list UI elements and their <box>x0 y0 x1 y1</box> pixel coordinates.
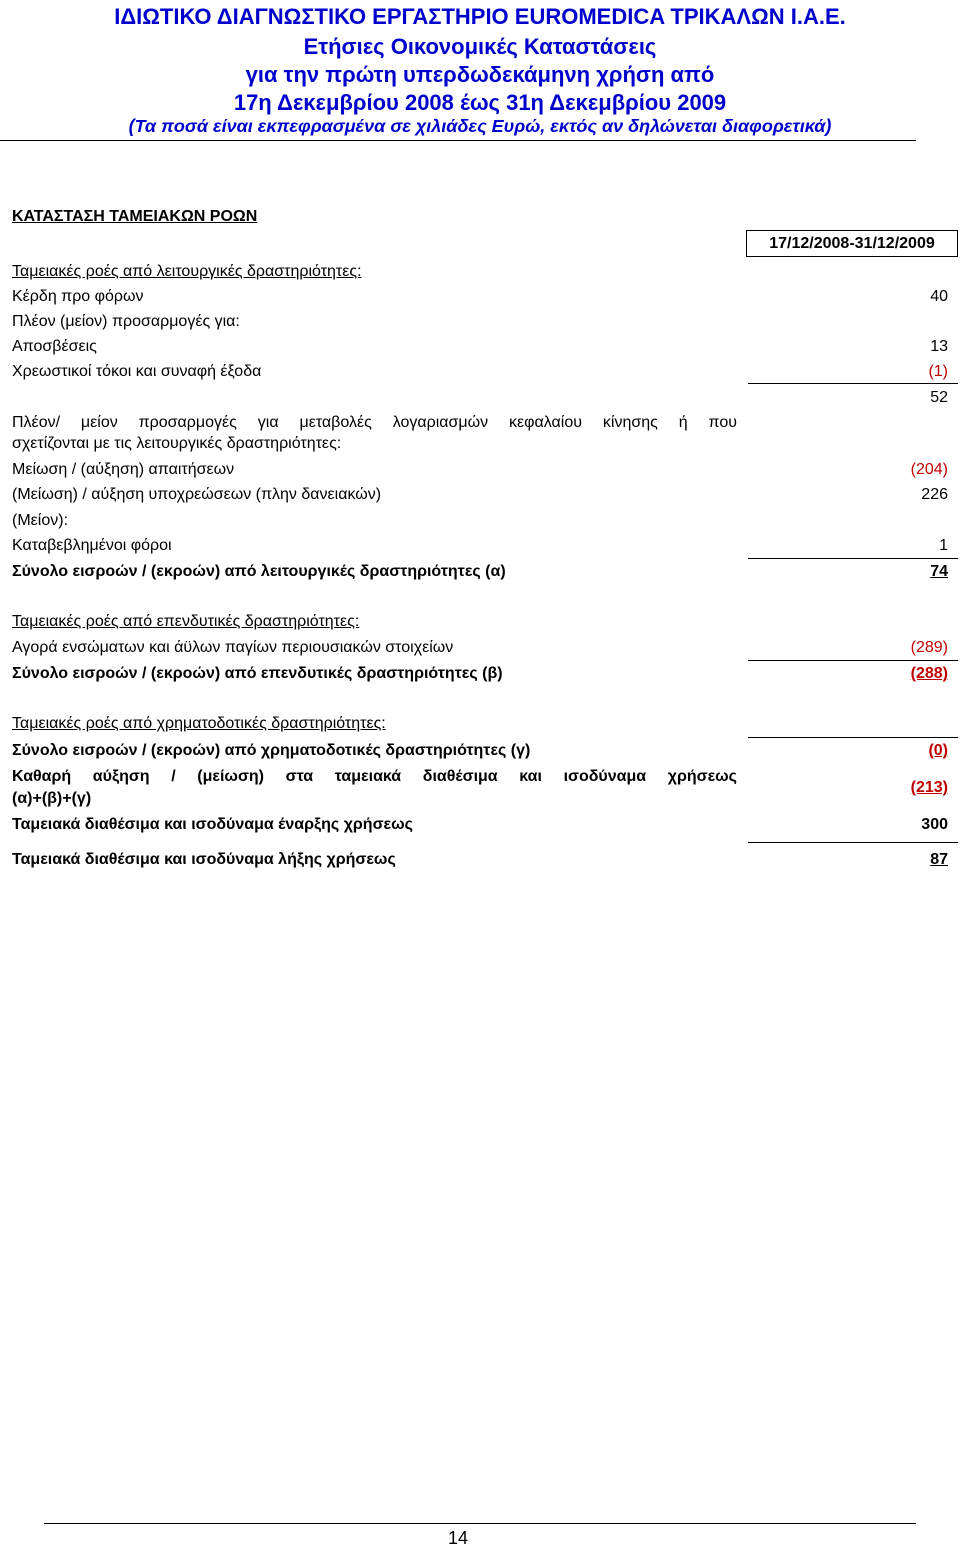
asset-purchase-value: (289) <box>910 639 948 656</box>
net-change-value: (213) <box>910 779 948 796</box>
receivables-value: (204) <box>910 461 948 478</box>
working-capital-label-line1: Πλέον/ μείον προσαρμογές για μεταβολές λογαριασμών κεφαλαίου κίνησης ή που <box>12 414 737 431</box>
header-divider <box>0 140 916 141</box>
amounts-note: (Τα ποσά είναι εκπεφρασμένα σε χιλιάδες Ευρώ, εκτός αν δηλώνεται διαφορετικά) <box>128 116 832 136</box>
taxes-paid-value: 1 <box>939 537 948 554</box>
net-change-label-line1: Καθαρή αύξηση / (μείωση) στα ταμειακά διαθέσιμα και ισοδύναμα χρήσεως <box>12 768 737 785</box>
liabilities-label: (Μείωση) / αύξηση υποχρεώσεων (πλην δανειακών) <box>12 486 382 503</box>
period-column-header: 17/12/2008-31/12/2009 <box>746 230 958 257</box>
subtotal-value: 52 <box>930 389 948 406</box>
financing-heading: Ταμειακές ροές από χρηματοδοτικές δραστηριότητες: <box>12 715 386 732</box>
asset-purchase-label: Αγορά ενσώματων και άϋλων παγίων περιουσιακών στοιχείων <box>12 639 454 656</box>
subtotal-rule <box>748 383 958 384</box>
operating-total-value: 74 <box>930 563 948 580</box>
less-label: (Μείον): <box>12 512 69 529</box>
company-name: ΙΔΙΩΤΙΚΟ ΔΙΑΓΝΩΣΤΙΚΟ ΕΡΓΑΣΤΗΡΙΟ EUROMEDICA ΤΡΙΚΑΛΩΝ Ι.Α.Ε. <box>114 4 846 29</box>
report-period-line2: 17η Δεκεμβρίου 2008 έως 31η Δεκεμβρίου 2009 <box>233 90 727 115</box>
financing-total-value: (0) <box>928 742 948 759</box>
investing-total-label: Σύνολο εισροών / (εκροών) από επενδυτικές δραστηριότητες (β) <box>12 665 503 682</box>
closing-cash-value: 87 <box>930 851 948 868</box>
profit-before-tax-label: Κέρδη προ φόρων <box>12 288 144 305</box>
report-period-line1: για την πρώτη υπερδωδεκάμηνη χρήση από <box>245 62 715 87</box>
interest-value: (1) <box>928 363 948 380</box>
operating-total-label: Σύνολο εισροών / (εκροών) από λειτουργικές δραστηριότητες (α) <box>12 563 506 580</box>
interest-label: Χρεωστικοί τόκοι και συναφή έξοδα <box>12 363 262 380</box>
investing-total-rule <box>748 660 958 661</box>
depreciation-label: Αποσβέσεις <box>12 338 97 355</box>
opening-cash-value: 300 <box>921 816 948 833</box>
closing-rule <box>748 842 958 843</box>
net-change-label-line2: (α)+(β)+(γ) <box>12 790 92 807</box>
opening-cash-label: Ταμειακά διαθέσιμα και ισοδύναμα έναρξης χρήσεως <box>12 816 413 833</box>
receivables-label: Μείωση / (αύξηση) απαιτήσεων <box>12 461 235 478</box>
financing-total-label: Σύνολο εισροών / (εκροών) από χρηματοδοτικές δραστηριότητες (γ) <box>12 742 531 759</box>
closing-cash-label: Ταμειακά διαθέσιμα και ισοδύναμα λήξης χρήσεως <box>12 851 396 868</box>
footer-divider <box>44 1523 916 1524</box>
investing-heading: Ταμειακές ροές από επενδυτικές δραστηριότητες: <box>12 613 360 630</box>
liabilities-value: 226 <box>921 486 948 503</box>
profit-before-tax-value: 40 <box>930 288 948 305</box>
statement-title: ΚΑΤΑΣΤΑΣΗ ΤΑΜΕΙΑΚΩΝ ΡΟΩΝ <box>12 208 258 225</box>
report-title: Ετήσιες Οικονομικές Καταστάσεις <box>303 34 657 59</box>
operating-heading: Ταμειακές ροές από λειτουργικές δραστηριότητες: <box>12 263 362 280</box>
adjustments-label: Πλέον (μείον) προσαρμογές για: <box>12 313 240 330</box>
depreciation-value: 13 <box>930 338 948 355</box>
investing-total-value: (288) <box>910 665 948 682</box>
operating-total-rule <box>748 558 958 559</box>
financing-total-rule <box>748 737 958 738</box>
taxes-paid-label: Καταβεβλημένοι φόροι <box>12 537 172 554</box>
working-capital-label-line2: σχετίζονται με τις λειτουργικές δραστηριότητες: <box>12 435 342 452</box>
page-number: 14 <box>447 1528 469 1547</box>
